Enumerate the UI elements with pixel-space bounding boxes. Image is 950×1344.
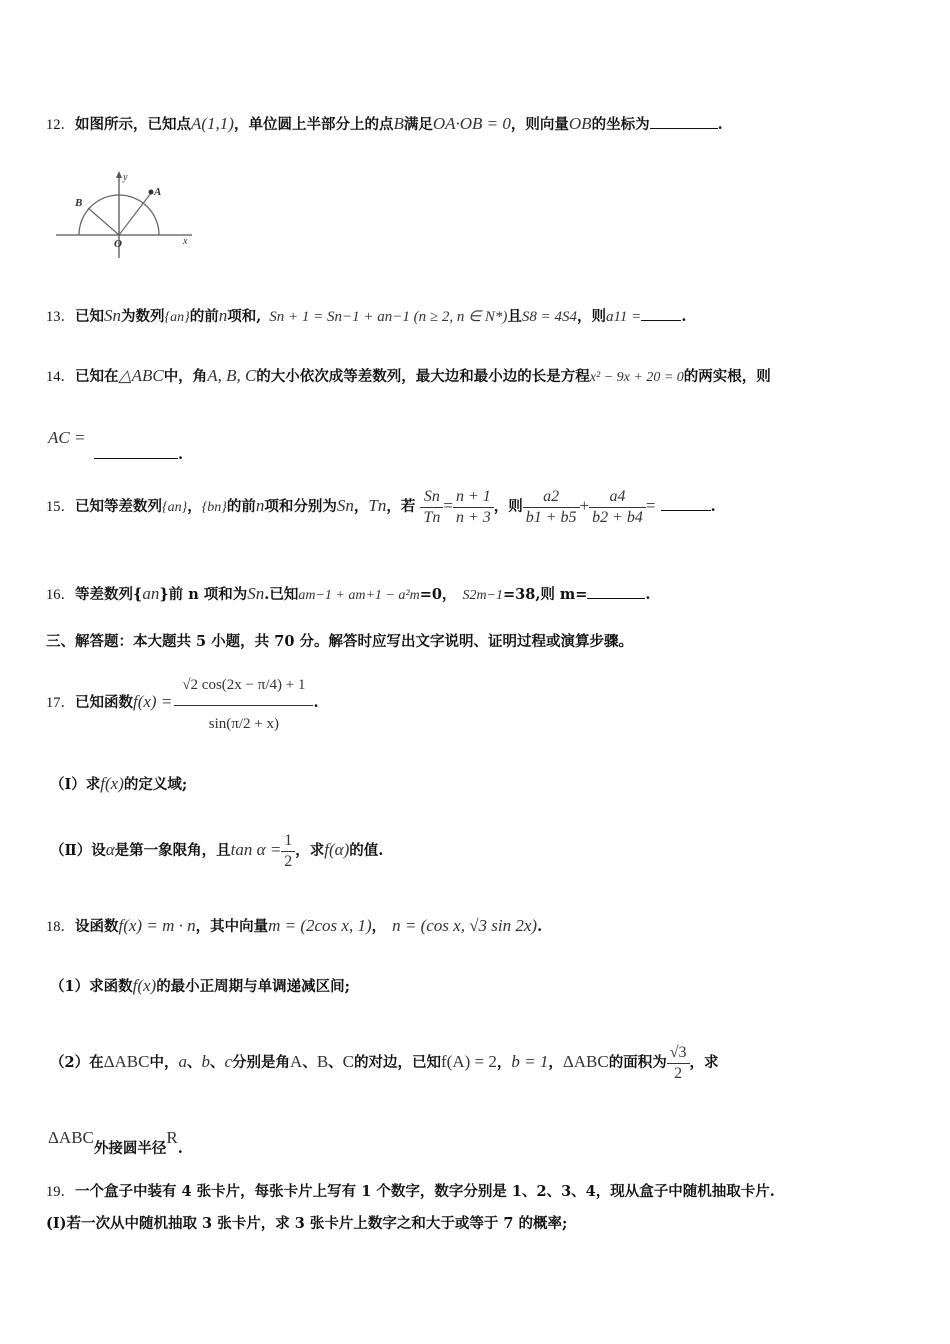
answer-blank	[650, 114, 718, 129]
q14-number: 14．	[46, 369, 75, 385]
fig-y-label: y	[123, 172, 128, 183]
fig-b-label: B	[75, 197, 83, 209]
q17-part2: （Ⅱ）设α是第一象限角，且tan α = $\frac{1}{2}$ ，求f(α)的值.	[50, 831, 384, 870]
q18-part1: （1）求函数f(x)的最小正周期与单调递减区间;	[50, 976, 351, 995]
q17-function-fraction: $\frac{√2 \cos(2x - \pi/4) + 1}{\sin(\pi/2 + x)}$	[174, 669, 313, 738]
fig-origin-label: O	[114, 238, 122, 250]
answer-blank	[641, 306, 681, 321]
q17-number: 17．	[46, 695, 75, 711]
section3-heading: 三、解答题：本大题共 5 小题，共 70 分。解答时应写出文字说明、证明过程或演算步骤。	[46, 633, 633, 650]
q13-number: 13．	[46, 309, 75, 325]
q19-line: 19．一个盒子中装有 4 张卡片，每张卡片上写有 1 个数字，数字分别是 1、2、3、4，现从盒子中随机抽取卡片.	[46, 1183, 775, 1200]
q15-fraction-s-over-t: $\frac{Sn}{Tn}$	[420, 487, 443, 528]
q14-equation: x² − 9x + 20 = 0	[589, 370, 684, 385]
q15-fraction-a2: $\frac{a2}{b1 + b5}$	[523, 487, 580, 528]
q16-expression: am−1 + am+1 − a²m	[298, 588, 420, 603]
q19-part1: (I)若一次从中随机抽取 3 张卡片，求 3 张卡片上数字之和大于或等于 7 的概率;	[46, 1215, 568, 1232]
answer-blank	[661, 496, 711, 511]
answer-blank	[587, 584, 645, 599]
q14-answer-line: AC =	[48, 428, 86, 447]
q18-part2: （2）在ΔABC中，a、b、c分别是角A、B、C的对边，已知f(A) = 2，b = 1，ΔABC的面积为 $\frac{√3}{2}$ ，求	[50, 1043, 719, 1082]
q15-number: 15．	[46, 499, 75, 515]
q18-vector-m: m = (2cos x, 1)	[268, 916, 372, 935]
answer-blank	[94, 444, 178, 459]
fig-a-label: A	[154, 186, 162, 198]
q17-part1: （Ⅰ）求f(x)的定义域;	[50, 774, 188, 793]
q19-number: 19．	[46, 1184, 75, 1200]
q18-line: 18．设函数f(x) = m · n，其中向量m = (2cos x, 1)， n = (cos x, √3 sin 2x).	[46, 916, 543, 935]
q15-fraction-n: $\frac{n + 1}{n + 3}$	[453, 487, 494, 528]
q15-line: 15．已知等差数列{an}，{bn}的前n项和分别为Sn，Tn，若 $\frac{Sn}{Tn}$ = $\frac{n + 1}{n + 3}$ ，则 $\frac{a2}{b1 + b5}$ + $\frac{a4}{b2 + b4}$ = .	[46, 487, 716, 526]
q12-number: 12．	[46, 117, 75, 133]
q18-number: 18．	[46, 919, 75, 935]
q18-area-fraction: $\frac{√3}{2}$	[667, 1043, 690, 1084]
q13-line: 13．已知Sn为数列{an}的前n项和, Sn + 1 = Sn−1 + an−1 (n ≥ 2, n ∈ N*)且S8 = 4S4，则a11 = .	[46, 306, 687, 325]
q15-fraction-a4: $\frac{a4}{b2 + b4}$	[589, 487, 646, 528]
q16-number: 16．	[46, 587, 75, 603]
q13-recurrence: Sn + 1 = Sn−1 + an−1 (n ≥ 2, n ∈ N*)	[269, 309, 508, 325]
q12-point-a: A(1,1)	[191, 114, 234, 133]
q12-dot-product: OA·OB = 0	[432, 114, 511, 133]
q12-line: 12．如图所示，已知点A(1,1)，单位圆上半部分上的点B满足OA·OB = 0，则向量OB的坐标为 .	[46, 114, 723, 133]
q18-vector-n: n = (cos x, √3 sin 2x)	[392, 916, 538, 935]
q17-tan-fraction: $\frac{1}{2}$	[281, 831, 295, 872]
q14-line: 14．已知在△ABC中，角A, B, C的大小依次成等差数列，最大边和最小边的长是方程x² − 9x + 20 = 0的两实根，则	[46, 366, 771, 385]
q16-line: 16．等差数列{an}前 n 项和为Sn.已知am−1 + am+1 − a²m=0， S2m−1=38,则 m= .	[46, 584, 651, 603]
q14-blank-line: .	[94, 444, 183, 465]
q12-unit-circle-figure	[50, 168, 200, 260]
q17-line: 17．已知函数f(x) = $\frac{√2 \cos(2x - \pi/4) + 1}{\sin(\pi/2 + x)}$ .	[46, 664, 319, 741]
q18-part2-cont: ΔABC外接圆半径R.	[48, 1128, 183, 1157]
fig-x-label: x	[183, 236, 188, 247]
